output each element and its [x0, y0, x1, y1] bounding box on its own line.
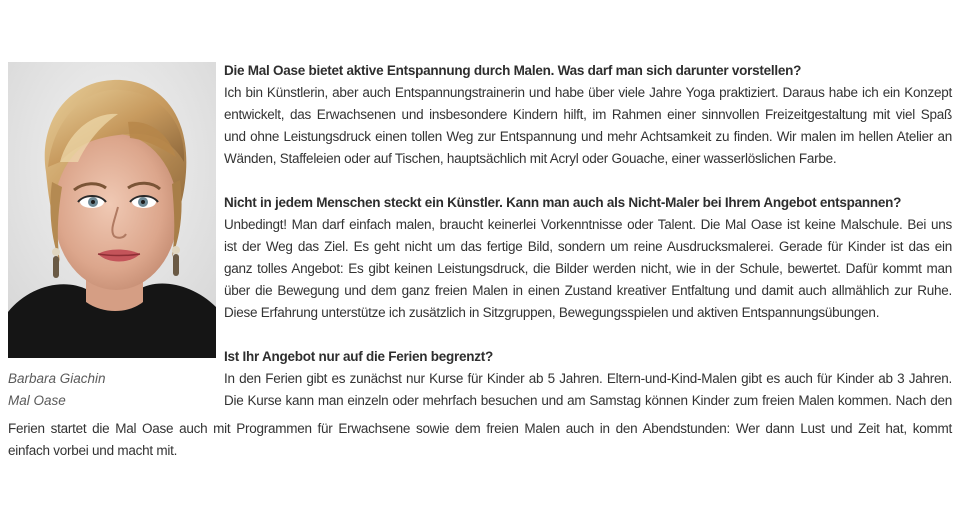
- interview-text: [224, 60, 952, 412]
- answer-line: Wänden, Staffeleien oder auf Tischen, hauptsächlich mit Acryl oder Gouache, einer wasserlöslichen Farbe.: [224, 151, 837, 166]
- caption-organization: Mal Oase: [8, 393, 66, 408]
- answer-line: Unbedingt! Man darf einfach malen, braucht keinerlei Vorkenntnisse oder Talent. Die Mal Oase ist keine Malschule. Bei uns: [224, 217, 952, 232]
- answer-line: Ferien startet die Mal Oase auch mit Programmen für Erwachsene sowie dem freien Malen auch in den Abendstunden: Wer dann Lust und Zeit hat, kommt: [8, 421, 952, 436]
- portrait-photo: [8, 62, 216, 358]
- portrait-illustration: [8, 62, 216, 358]
- answer-line: Die Kurse kann man einzeln oder mehrfach besuchen und am Samstag können Kinder zum freien Malen kommen. Nach den: [224, 393, 952, 408]
- answer-line: Diese Erfahrung unterstütze ich zusätzlich in Sitzgruppen, Bewegungsspielen und aktiven Entspannungsübungen.: [224, 305, 880, 320]
- answer-line: entwickelt, das Erwachsenen und insbesondere Kindern hilft, im Rahmen einer sinnvollen Freizeitgestaltung mit viel Spaß: [224, 107, 952, 122]
- answer-2: [224, 214, 952, 324]
- answer-line: ist der Weg das Ziel. Es geht nicht um das fertige Bild, sondern um reine Ausdrucksmalerei. Gerade für Kinder ist das ein: [224, 239, 952, 254]
- photo-caption: [8, 368, 106, 412]
- question-2: Nicht in jedem Menschen steckt ein Künstler. Kann man auch als Nicht-Maler bei Ihrem Angebot entspannen?: [224, 195, 902, 210]
- answer-line: einfach vorbei und macht mit.: [8, 443, 178, 458]
- answer-line: über die Bewegung und dem ganz freien Malen in einen Zustand kreativer Entfaltung und damit auch allmählich zur Ruhe.: [224, 283, 952, 298]
- answer-line: und ohne Leistungsdruck einen tollen Weg zur Entspannung und mehr Achtsamkeit zu finden. Wir malen im hellen Atelier an: [224, 129, 952, 144]
- answer-1: [224, 82, 952, 170]
- caption-name: Barbara Giachin: [8, 371, 106, 386]
- answer-line: Ich bin Künstlerin, aber auch Entspannungstrainerin und habe über viele Jahre Yoga praktiziert. Daraus habe ich ein Konzept: [224, 85, 952, 100]
- question-1: Die Mal Oase bietet aktive Entspannung durch Malen. Was darf man sich darunter vorstellen?: [224, 63, 802, 78]
- answer-line: ganz tolles Angebot: Es gibt keinen Leistungsdruck, die Bilder werden nicht, wie in der Schule, bewertet. Dafür kommt man: [224, 261, 952, 276]
- answer-3: [224, 368, 952, 412]
- question-3: Ist Ihr Angebot nur auf die Ferien begrenzt?: [224, 349, 494, 364]
- answer-3-continued: [8, 418, 952, 462]
- answer-line: In den Ferien gibt es zunächst nur Kurse für Kinder ab 5 Jahren. Eltern-und-Kind-Malen gibt es auch für Kinder ab 3 Jahren.: [224, 371, 952, 386]
